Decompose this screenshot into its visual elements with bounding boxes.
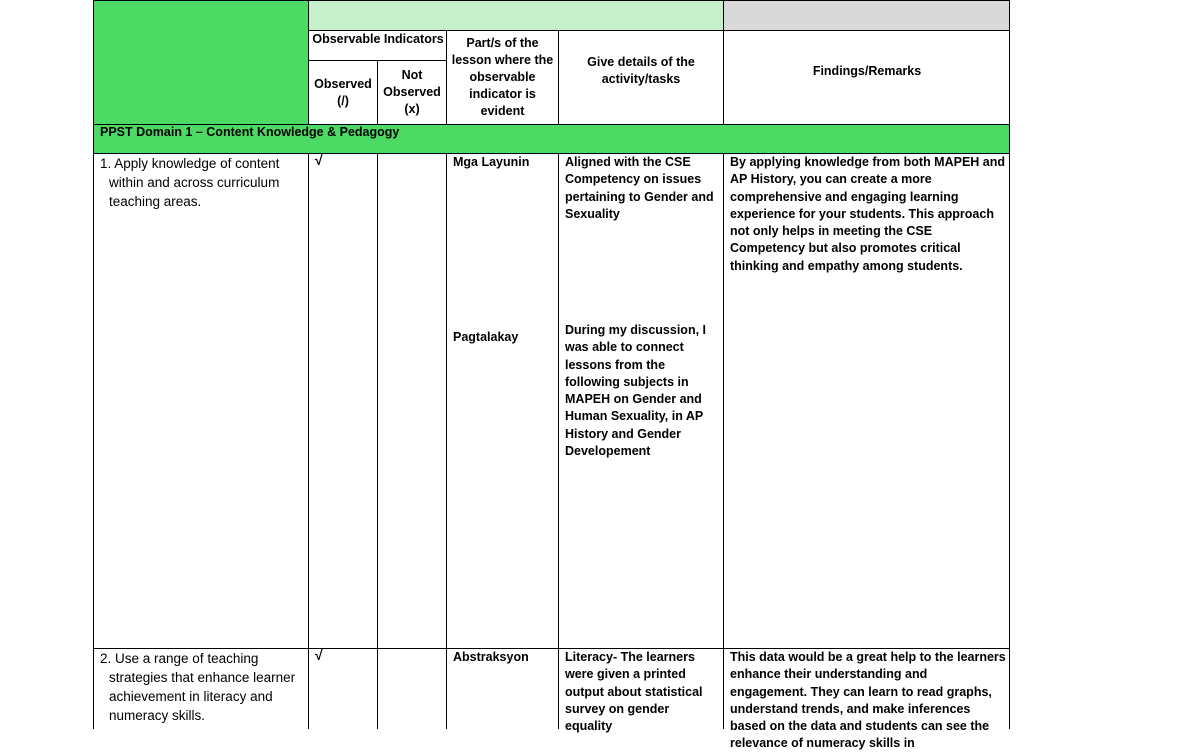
header-gray-band — [724, 0, 1009, 30]
details-1a: Aligned with the CSE Competency on issues pertaining to Gender and Sexuality — [565, 155, 714, 221]
not-observed-header: Not Observed (x) — [383, 68, 441, 116]
findings-2a: This data would be a great help to the learners enhance their understanding and engagement. They can learn to read graphs, understand trends, and make inferences based on the data and students can see the relevance of numeracy skills in — [730, 650, 1006, 751]
rule-col-observed — [308, 0, 309, 124]
header-corner-cell — [93, 0, 309, 124]
indicator-1-first: 1. Apply knowledge of content — [100, 156, 280, 171]
rule-right — [1009, 0, 1010, 729]
rule-col-parts-body — [446, 153, 447, 729]
rule-col-findings-body — [723, 153, 724, 729]
observed-check-2: √ — [315, 647, 323, 663]
rule-col-findings — [723, 0, 724, 124]
observed-check-1: √ — [315, 152, 323, 168]
rule-col-details — [558, 30, 559, 124]
header-light-band — [309, 0, 724, 30]
findings-1a: By applying knowledge from both MAPEH and AP History, you can create a more comprehensive and engaging learning experience for your students. This approach not only helps in meeting the CSE Competency but also promotes critical thinking and empathy among students. — [730, 155, 1006, 273]
rule-left — [93, 0, 94, 729]
observable-indicators-header: Observable Indicators — [312, 32, 444, 46]
indicator-2 — [100, 649, 305, 725]
rule-col-not-observed — [377, 60, 378, 124]
details-header: Give details of the activity/tasks — [587, 55, 695, 86]
rule-col-not-observed-body — [377, 153, 378, 729]
part-2a: Abstraksyon — [453, 650, 529, 664]
details-2a: Literacy- The learners were given a printed output about statistical survey on gender equality — [565, 650, 703, 734]
indicator-2-first: 2. Use a range of teaching — [100, 651, 259, 666]
part-1a: Mga Layunin — [453, 155, 530, 169]
rule-top — [93, 0, 1010, 1]
parts-of-lesson-header: Part/s of the lesson where the observable indicator is evident — [451, 36, 554, 118]
domain-title: PPST Domain 1 – Content Knowledge & Pedagogy — [100, 125, 400, 139]
indicator-1-rest: within and across curriculum teaching areas. — [109, 175, 280, 209]
indicator-1 — [100, 154, 305, 211]
findings-header: Findings/Remarks — [812, 63, 922, 78]
details-1b: During my discussion, I was able to connect lessons from the following subjects in MAPEH on Gender and Human Sexuality, in AP History and Gender Developement — [565, 323, 706, 459]
part-1b: Pagtalakay — [453, 330, 519, 344]
indicator-2-rest: strategies that enhance learner achievement in literacy and numeracy skills. — [109, 670, 296, 723]
rule-col-observed-body — [308, 153, 309, 729]
observed-header: Observed (/) — [314, 76, 372, 108]
rule-col-details-body — [558, 153, 559, 729]
